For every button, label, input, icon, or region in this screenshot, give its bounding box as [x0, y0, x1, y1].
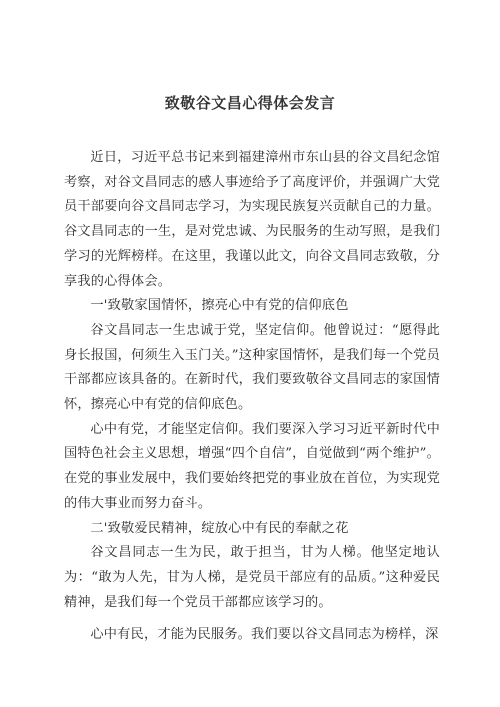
- paragraph-intro: 近日，习近平总书记来到福建漳州市东山县的谷文昌纪念馆考察，对谷文昌同志的感人事迹给予了高度评价，并强调广大党员干部要向谷文昌同志学习，为实现民族复兴贡献自己的力量。谷文昌同志的一生，是对党忠诚、为民服务的生动写照，是我们学习的光辉榜样。在这里，我谨以此文，向谷文昌同志致敬，分享我的心得体会。: [64, 150, 440, 289]
- section-heading-1: 一'致敬家国情怀，擦亮心中有党的信仰底色: [90, 298, 349, 314]
- paragraph-2-2: 心中有民，才能为民服务。我们要以谷文昌同志为榜样，深: [90, 627, 439, 643]
- paragraph-1-2: 心中有党，才能坚定信仰。我们要深入学习习近平新时代中国特色社会主义思想，增强“四个自信”，自觉做到“两个维护”。在党的事业发展中，我们要始终把党的事业放在首位，为实现党的伟大事业而努力奋斗。: [64, 421, 440, 511]
- paragraph-2-1: 谷文昌同志一生为民，敢于担当，甘为人梯。他坚定地认为：“敢为人先，甘为人梯，是党员干部应有的品质。”这种爱民精神，是我们每一个党员干部都应该学习的。: [64, 545, 440, 610]
- section-heading-2: 二'致敬爱民精神，绽放心中有民的奉献之花: [90, 520, 349, 536]
- document-title: 致敬谷文昌心得体会发言: [164, 94, 336, 112]
- document-body: [64, 146, 440, 648]
- paragraph-1-1: 谷文昌同志一生忠诚于党，坚定信仰。他曾说过：“愿得此身长报国，何须生入玉门关。”这种家国情怀，是我们每一个党员干部都应该具备的。在新时代，我们要致敬谷文昌同志的家国情怀，擦亮心中有党的信仰底色。: [64, 322, 440, 413]
